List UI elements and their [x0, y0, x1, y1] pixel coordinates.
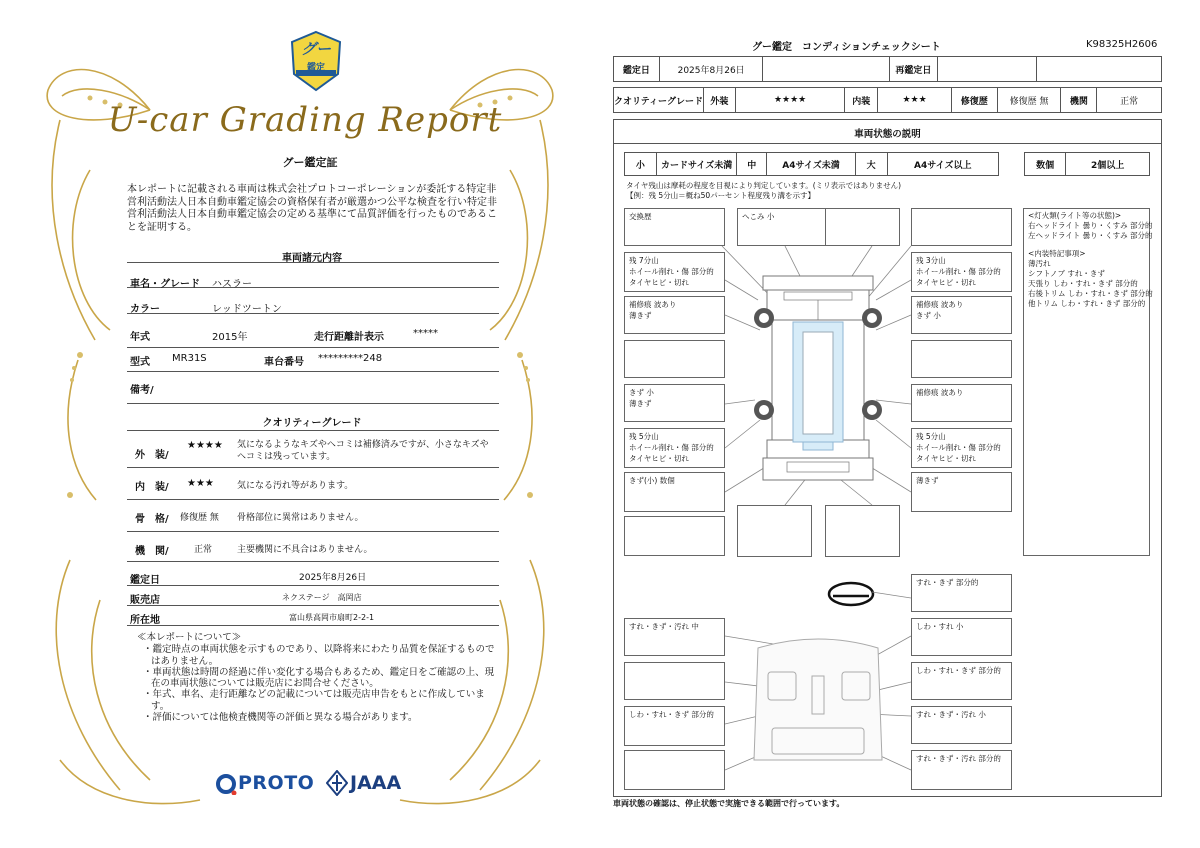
spec-row-model [127, 348, 499, 372]
info-address-value: 富山県高岡市扇町2-2-1 [289, 613, 375, 622]
int-box-cargo-right: すれ・きず・汚れ 部分的 [911, 750, 1012, 790]
color-value: レッドツートン [212, 304, 282, 315]
badge-subtext: 鑑定 [306, 63, 325, 73]
script-title: U-car Grading Report [107, 100, 503, 140]
footer-note: 車両状態の確認は、停止状態で実施できる範囲で行っています。 [613, 799, 845, 808]
exterior-label: 外 装/ [135, 450, 169, 461]
repair-label: 修復歴 [952, 88, 998, 112]
exterior-label: 外装 [704, 88, 736, 112]
info-shop-value: ネクステージ 高岡店 [282, 593, 362, 602]
name-label: 車名・グレード [130, 279, 200, 290]
chassis-label: 車台番号 [264, 357, 304, 368]
badge-text: グー [300, 40, 331, 58]
chassis-value: *********248 [318, 353, 383, 364]
engine-value: 正常 [1120, 96, 1139, 107]
info-row-shop [127, 586, 499, 606]
frame-value: 修復歴 無 [180, 513, 219, 523]
proto-logo-text: PROTO [238, 772, 315, 794]
engine-text: 主要機関に不具合はありません。 [237, 545, 373, 555]
engine-label: 機 関/ [135, 546, 169, 557]
date-value: 2025年8月26日 [660, 57, 764, 81]
engine-label: 機関 [1061, 88, 1097, 112]
ext-box-front-center: へこみ 小 [737, 208, 838, 246]
info-shop-label: 販売店 [130, 595, 160, 606]
ext-box-rear-left: きず(小) 数個 [624, 472, 725, 512]
int-box-cargo-left [624, 750, 725, 790]
spec-row-color [127, 288, 499, 314]
count-label: 数個 [1025, 153, 1066, 175]
grade-row-engine [127, 532, 499, 562]
interior-label: 内 装/ [135, 482, 169, 493]
spec-row-name [127, 262, 499, 288]
grade-row-interior [127, 468, 499, 500]
model-value: MR31S [172, 353, 207, 364]
size-mid-desc: A4サイズ未満 [767, 153, 856, 175]
name-value: ハスラー [212, 279, 252, 290]
grade-row-exterior [127, 430, 499, 468]
grade-row-frame [127, 500, 499, 532]
ext-box-front-left-tire: 残 7分山 ホイール削れ・傷 部分的 タイヤヒビ・切れ [624, 252, 725, 292]
grade-label: クオリティーグレード [614, 88, 704, 112]
ext-box-rear-right-tire: 残 5分山 ホイール削れ・傷 部分的 タイヤヒビ・切れ [911, 428, 1012, 468]
notes-title: ≪本レポートについて≫ [137, 632, 242, 643]
note-item: ・評価については他検査機関等の評価と異なる場合があります。 [143, 712, 418, 724]
info-date-value: 2025年8月26日 [299, 573, 367, 583]
date-label: 鑑定日 [614, 57, 660, 81]
int-box-rear-left: しわ・すれ・きず 部分的 [624, 706, 725, 746]
info-address-label: 所在地 [130, 615, 160, 626]
ext-box-left-door-front: 補修痕 波あり 薄きず [624, 296, 725, 334]
int-box-steering: すれ・きず 部分的 [911, 574, 1012, 612]
exterior-stars: ★★★★ [187, 440, 223, 451]
redate-label: 再鑑定日 [890, 57, 938, 81]
grade-section-title: クオリティーグレード [262, 418, 362, 429]
ext-box-right-door-rear: 補修痕 波あり [911, 384, 1012, 422]
mileage-label: 走行距離計表示 [314, 332, 384, 343]
ext-box-front-right-tire: 残 3分山 ホイール削れ・傷 部分的 タイヤヒビ・切れ [911, 252, 1012, 292]
jaaa-logo-text: JAAA [350, 772, 402, 794]
spec-table [127, 262, 499, 412]
lamp-interior-notes: <灯火類(ライト等の状態)> 右ヘッドライト 曇り・くすみ 部分的 左ヘッドライト 曇り・くすみ 部分的 <内装特記事項> 薄汚れ シフトノブ すれ・きず 天張り しわ・すれ・きず 部分的 右後トリム しわ・すれ・きず 部分的 他トリム しわ・すれ・きず 部分的 [1023, 208, 1150, 556]
note-item: ・年式、車名、走行距離などの記載については販売店申告をもとに作成しています。 [143, 689, 485, 712]
size-small-desc: カードサイズ未満 [657, 153, 738, 175]
int-box-dash-left: すれ・きず・汚れ 中 [624, 618, 725, 656]
year-label: 年式 [130, 332, 150, 343]
ext-box-right-door-front: 補修痕 波あり きず 小 [911, 296, 1012, 334]
int-box-seat-right: しわ・すれ・きず 部分的 [911, 662, 1012, 700]
jaaa-logo-icon [326, 770, 348, 796]
year-value: 2015年 [212, 332, 248, 343]
repair-value: 修復歴 無 [998, 88, 1062, 112]
exterior-stars: ★★★★ [736, 88, 846, 112]
mileage-value: ***** [413, 328, 438, 339]
interior-text: 気になる汚れ等があります。 [237, 481, 354, 491]
int-box-dash-right: しわ・すれ 小 [911, 618, 1012, 656]
ext-box-rear-left-tire: 残 5分山 ホイール削れ・傷 部分的 タイヤヒビ・切れ [624, 428, 725, 468]
info-row-date [127, 566, 499, 586]
size-large: 大 [856, 153, 888, 175]
note-item: ・鑑定時点の車両状態を示すものであり、以降将来にわたり品質を保証するものではありません。 [143, 644, 495, 667]
size-small: 小 [625, 153, 657, 175]
grade-table [127, 430, 499, 562]
frame-label: 骨 格/ [135, 514, 169, 525]
report-notes [137, 632, 497, 723]
sheet-title: グー鑑定 コンディションチェックシート [752, 42, 941, 53]
spec-row-remarks [127, 372, 499, 404]
int-box-rear-right: すれ・きず・汚れ 小 [911, 706, 1012, 744]
certificate-title: グー鑑定証 [282, 156, 338, 169]
condition-check-sheet [600, 0, 1200, 848]
frame-text: 骨格部位に異常はありません。 [237, 513, 364, 523]
ext-box-rear-right: 薄きず [911, 472, 1012, 512]
spec-row-year [127, 314, 499, 348]
tire-note-2: 【例：残 5分山＝概ね50パーセント程度残り溝を示す】 [626, 191, 816, 200]
info-date-label: 鑑定日 [130, 575, 160, 586]
int-box-seat-left [624, 662, 725, 700]
color-label: カラー [130, 304, 160, 315]
condition-title: 車両状態の説明 [854, 129, 921, 140]
model-label: 型式 [130, 357, 150, 368]
note-item: ・車両状態は時間の経過に伴い変化する場合もあるため、鑑定日をご確認の上、現在の車両状態については販売店にお問合せください。 [143, 666, 495, 690]
engine-value: 正常 [194, 545, 213, 555]
tire-note-1: タイヤ残山は摩耗の程度を目視により判定しています。(ミリ表示ではありません) [626, 181, 902, 190]
spec-section-title: 車両諸元内容 [282, 253, 342, 264]
proto-logo-icon [215, 773, 237, 795]
interior-stars: ★★★ [187, 478, 214, 489]
ext-box-left-door-rear: きず 小 薄きず [624, 384, 725, 422]
shop-info-table [127, 566, 499, 628]
remarks-label: 備考/ [130, 385, 154, 396]
interior-label: 内装 [845, 88, 878, 112]
ext-box-front-left-1: 交換歴 [624, 208, 725, 246]
sheet-code: K98325H2606 [1086, 39, 1158, 50]
exterior-text: 気になるようなキズやヘコミは補修済みですが、小さなキズやヘコミは残っています。 [237, 440, 489, 462]
certificate-text: 本レポートに記載される車両は株式会社プロトコーポレーションが委託する特定非営利活動法人日本自動車鑑定協会の資格保有者が厳選かつ公平な検査を行い特定非営利活動法人日本自動車鑑定協会の定める基準にて品質評価を行ったものであることを証明する。 [127, 184, 497, 233]
count-value: 2個以上 [1091, 160, 1125, 171]
size-mid: 中 [737, 153, 767, 175]
info-row-address [127, 606, 499, 626]
size-large-desc: A4サイズ以上 [914, 160, 972, 171]
interior-stars: ★★★ [878, 88, 952, 112]
